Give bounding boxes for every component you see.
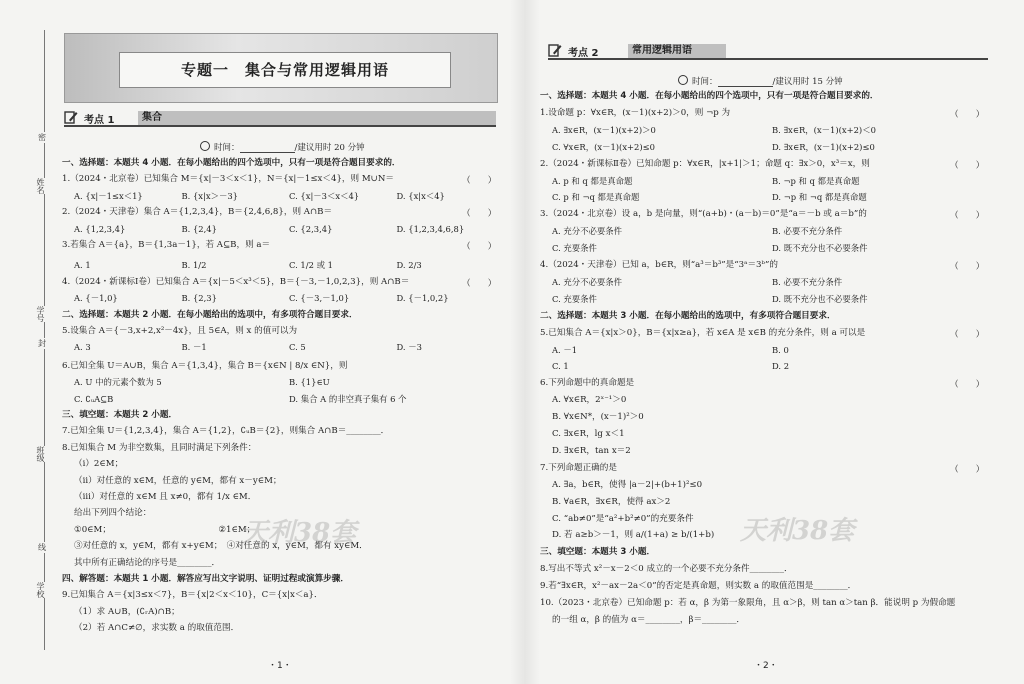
answer-option[interactable]: B. ¬p 和 q 都是真命题 xyxy=(772,175,860,186)
answer-option[interactable]: D. {－1,0,2} xyxy=(396,293,449,304)
kaodian-label: 考点 2 xyxy=(568,48,599,59)
section-heading: 一、选择题：本题共 4 小题．在每小题给出的四个选项中，只有一项是符合题目要求的． xyxy=(540,91,879,101)
answer-option[interactable]: B. 必要不充分条件 xyxy=(772,226,843,237)
section-header xyxy=(548,43,988,59)
seal-char: 线 xyxy=(38,543,46,552)
question-text: ③对任意的 x，y∈M，都有 x+y∈M； ④对任意的 x，y∈M，都有 xy∈M． xyxy=(74,541,368,552)
answer-option[interactable]: A. 1 xyxy=(74,260,91,271)
timer-line xyxy=(200,141,365,153)
question-text: 6.下列命题中的真命题是 xyxy=(540,378,635,389)
page-1 xyxy=(62,0,502,684)
answer-option[interactable]: B. {2,3} xyxy=(181,293,217,304)
question-text: （1）求 A∪B，(∁ᵣA)∩B； xyxy=(74,606,180,617)
timer-suffix: /建议用时 20 分钟 xyxy=(294,143,365,153)
question-text: 7.已知全集 U＝{1,2,3,4}，集合 A＝{1,2}，∁ᵤB＝{2}，则集合 A∩B＝________． xyxy=(62,426,390,437)
answer-paren[interactable]: （ ） xyxy=(950,329,985,340)
section-heading: 二、选择题：本题共 3 小题．在每小题给出的选项中，有多项符合题目要求． xyxy=(540,310,836,321)
banner-frame xyxy=(119,52,451,88)
question-text: 4.（2024・新课标Ⅰ卷）已知集合 A＝{x|－5＜x³＜5}，B＝{－3,－1,0,2,3}，则 A∩B＝ xyxy=(62,276,410,287)
answer-paren[interactable]: （ ） xyxy=(462,242,497,252)
question-text: （ⅰ）2∈M； xyxy=(74,459,124,470)
question-text: ①0∈M； ②1∈M； xyxy=(74,524,256,535)
answer-option[interactable]: D. 既不充分也不必要条件 xyxy=(772,243,868,254)
answer-option[interactable]: C. 5 xyxy=(289,342,306,353)
question-text: 2.（2024・天津卷）集合 A＝{1,2,3,4}，B＝{2,4,6,8}，则 A∩B＝ xyxy=(62,207,333,218)
section-header xyxy=(64,110,496,126)
section-heading: 三、填空题：本题共 2 小题． xyxy=(62,410,178,420)
answer-option[interactable]: B. ∃x∈R，(x－1)(x+2)＜0 xyxy=(772,124,876,135)
question-text: C. ∃x∈R，lg x＜1 xyxy=(552,429,625,439)
answer-paren[interactable]: （ ） xyxy=(950,211,985,222)
answer-option[interactable]: A. {－1,0} xyxy=(74,293,118,304)
answer-option[interactable]: B. 0 xyxy=(772,344,789,355)
answer-option[interactable]: A. p 和 q 都是真命题 xyxy=(552,175,633,186)
question-text: 8.写出不等式 x²－x－2＜0 成立的一个必要不充分条件________． xyxy=(540,564,793,575)
question-text: 6.已知全集 U＝A∪B，集合 A＝{1,3,4}，集合 B＝{x∈N | 8/x ∈N}，则 xyxy=(62,360,348,371)
answer-option[interactable]: D. －3 xyxy=(396,342,422,353)
answer-option[interactable]: C. ∀x∈R，(x－1)(x+2)≤0 xyxy=(552,141,656,152)
answer-option[interactable]: C. ∁ᵤA⊆B xyxy=(74,393,114,404)
answer-option[interactable]: B. 1/2 xyxy=(181,260,207,271)
question-text: 给出下列四个结论： xyxy=(74,508,152,519)
answer-option[interactable]: A. 3 xyxy=(74,342,91,353)
answer-option[interactable]: D. 2 xyxy=(772,361,790,372)
answer-option[interactable]: C. p 和 ¬q 都是真命题 xyxy=(552,192,640,203)
watermark: 天利38套 xyxy=(242,518,357,548)
answer-paren[interactable]: （ ） xyxy=(462,176,497,187)
answer-option[interactable]: D. 集合 A 的非空真子集有 6 个 xyxy=(289,393,407,404)
question-text: 3.若集合 A＝{a}，B＝{1,3a－1}，若 A⊆B，则 a＝ xyxy=(62,240,271,250)
answer-option[interactable]: A. ∃x∈R，(x－1)(x+2)＞0 xyxy=(552,124,656,135)
header-rule xyxy=(548,58,988,60)
answer-option[interactable]: D. {x|x＜4} xyxy=(396,190,445,201)
section-heading: 四、解答题：本题共 1 小题．解答应写出文字说明、证明过程或演算步骤． xyxy=(62,574,349,584)
answer-paren[interactable]: （ ） xyxy=(950,109,985,120)
question-text: 1.（2024・北京卷）已知集合 M＝{x|－3＜x＜1}，N＝{x|－1≤x＜4}，则 M∪N＝ xyxy=(62,174,394,185)
question-text: （ⅲ）对任意的 x∈M 且 x≠0，都有 1/x ∈M． xyxy=(74,492,257,502)
answer-option[interactable]: D. 2/3 xyxy=(396,260,422,271)
answer-option[interactable]: D. ∃x∈R，(x－1)(x+2)≤0 xyxy=(772,141,875,152)
kaodian-name: 集合 xyxy=(138,111,496,125)
time-blank[interactable] xyxy=(240,143,295,153)
answer-paren[interactable]: （ ） xyxy=(462,278,497,289)
answer-paren[interactable]: （ ） xyxy=(950,464,985,475)
seal-char: 密 xyxy=(38,133,46,142)
school-label: 学校 xyxy=(36,582,45,598)
header-rule xyxy=(64,125,496,127)
question-text: （2）若 A∩C≠∅，求实数 a 的取值范围． xyxy=(74,623,240,634)
question-text: 9.若“∃x∈R，x²－ax－2a＜0”的否定是真命题，则实数 a 的取值范围是________． xyxy=(540,581,857,592)
section-heading: 二、选择题：本题共 2 小题．在每小题给出的选项中，有多项符合题目要求． xyxy=(62,309,358,320)
question-text: C. “ab≠0”是“a²+b²≠0”的充要条件 xyxy=(552,513,694,524)
question-text: D. 若 a≥b＞－1，则 a/(1+a) ≥ b/(1+b) xyxy=(552,530,715,541)
timer-suffix: /建议用时 15 分钟 xyxy=(772,77,843,87)
answer-option[interactable]: A. －1 xyxy=(552,344,578,355)
student-id-label: 学号 xyxy=(36,306,45,322)
answer-paren[interactable]: （ ） xyxy=(950,262,985,272)
question-text: 10.（2023・北京卷）已知命题 p：若 α，β 为第一象限角，且 α＞β，则 tan α＞tan β．能说明 p 为假命题 xyxy=(540,598,956,608)
question-text: D. ∃x∈R，tan x＝2 xyxy=(552,445,631,456)
pencil-icon xyxy=(64,110,78,124)
timer-line xyxy=(678,75,843,87)
section-heading: 三、填空题：本题共 3 小题． xyxy=(540,547,656,558)
pencil-icon xyxy=(548,43,562,57)
timer-prefix: 时间： xyxy=(692,77,718,87)
answer-option[interactable]: B. －1 xyxy=(181,342,207,353)
answer-option[interactable]: C. 充要条件 xyxy=(552,243,597,254)
clock-icon xyxy=(678,75,688,85)
question-text: 7.下列命题正确的是 xyxy=(540,462,617,473)
question-text: 5.已知集合 A＝{x|x＞0}，B＝{x|x≥a}，若 x∈A 是 x∈B 的充分条件，则 a 可以是 xyxy=(540,327,866,338)
answer-option[interactable]: A. U 中的元素个数为 5 xyxy=(74,377,162,388)
answer-paren[interactable]: （ ） xyxy=(950,160,985,171)
clock-icon xyxy=(200,141,210,151)
kaodian-label: 考点 1 xyxy=(84,115,115,126)
question-text: 2.（2024・新课标Ⅱ卷）已知命题 p：∀x∈R，|x+1|＞1；命题 q：∃x＞0，x³＝x，则 xyxy=(540,158,870,169)
answer-option[interactable]: A. 充分不必要条件 xyxy=(552,276,622,287)
question-text: A. ∀x∈R，2ˣ⁻¹＞0 xyxy=(552,395,627,406)
question-text: B. ∀a∈R，∃x∈R，使得 ax＞2 xyxy=(552,496,671,507)
page-gutter xyxy=(510,0,540,684)
question-text: 的一组 α，β 的值为 α＝________，β＝________． xyxy=(552,614,746,625)
answer-paren[interactable]: （ ） xyxy=(950,380,985,391)
kaodian-name: 常用逻辑用语 xyxy=(628,44,726,58)
answer-option[interactable]: B. {2,4} xyxy=(181,223,217,234)
page-number: ・2・ xyxy=(754,661,778,671)
question-text: 其中所有正确结论的序号是________． xyxy=(74,557,221,568)
question-text: 3.（2024・北京卷）设 a，b 是向量，则“(a+b)・(a－b)＝0”是“a＝－b 或 a＝b”的 xyxy=(540,209,867,220)
answer-option[interactable]: C. 充要条件 xyxy=(552,293,597,304)
answer-option[interactable]: D. ¬p 和 ¬q 都是真命题 xyxy=(772,192,867,203)
question-text: 5.设集合 A＝{－3,x+2,x²－4x}，且 5∈A，则 x 的值可以为 xyxy=(62,326,298,336)
binding-margin xyxy=(0,0,58,684)
answer-option[interactable]: C. 1 xyxy=(552,361,569,372)
answer-option[interactable]: B. 必要不充分条件 xyxy=(772,276,843,287)
answer-option[interactable]: C. 1/2 或 1 xyxy=(289,260,333,271)
question-text: 9.已知集合 A＝{x|3≤x＜7}，B＝{x|2＜x＜10}，C＝{x|x＜a}． xyxy=(62,590,323,601)
page-2 xyxy=(540,0,996,684)
question-text: B. ∀x∈N*，(x－1)²＞0 xyxy=(552,412,644,423)
question-text: 8.已知集合 M 为非空数集，且同时满足下列条件： xyxy=(62,442,257,453)
topic-banner xyxy=(64,33,498,103)
timer-prefix: 时间： xyxy=(214,143,240,153)
class-label: 班级 xyxy=(36,446,45,462)
answer-option[interactable]: B. {1}∈U xyxy=(289,377,330,388)
answer-option[interactable]: C. {2,3,4} xyxy=(289,223,333,234)
answer-paren[interactable]: （ ） xyxy=(462,209,497,220)
answer-option[interactable]: C. {x|－3＜x＜4} xyxy=(289,190,360,201)
answer-option[interactable]: A. 充分不必要条件 xyxy=(552,226,622,237)
answer-option[interactable]: D. {1,2,3,4,6,8} xyxy=(396,223,465,234)
section-heading: 一、选择题：本题共 4 小题．在每小题给出的四个选项中，只有一项是符合题目要求的． xyxy=(62,158,401,168)
answer-option[interactable]: B. {x|x＞－3} xyxy=(181,190,238,201)
question-text: （ⅱ）对任意的 x∈M，任意的 y∈M，都有 x－y∈M； xyxy=(74,475,282,486)
question-text: 1.设命题 p：∀x∈R，(x－1)(x+2)＞0，则 ¬p 为 xyxy=(540,107,731,118)
answer-option[interactable]: A. {1,2,3,4} xyxy=(74,223,126,234)
time-blank[interactable] xyxy=(718,77,773,87)
question-text: 4.（2024・天津卷）已知 a，b∈R，则“a³＝b³”是“3ᵃ＝3ᵇ”的 xyxy=(540,260,778,270)
answer-option[interactable]: D. 既不充分也不必要条件 xyxy=(772,293,868,304)
answer-option[interactable]: C. {－3,－1,0} xyxy=(289,293,350,304)
question-text: A. ∃a，b∈R，使得 |a－2|+(b+1)²≤0 xyxy=(552,479,703,490)
name-label: 姓名 xyxy=(36,178,45,194)
watermark: 天利38套 xyxy=(740,516,855,546)
page-number: ・1・ xyxy=(268,661,292,671)
answer-option[interactable]: A. {x|－1≤x＜1} xyxy=(74,190,143,201)
seal-char: 封 xyxy=(38,339,46,348)
topic-title: 专题一 集合与常用逻辑用语 xyxy=(180,61,389,79)
